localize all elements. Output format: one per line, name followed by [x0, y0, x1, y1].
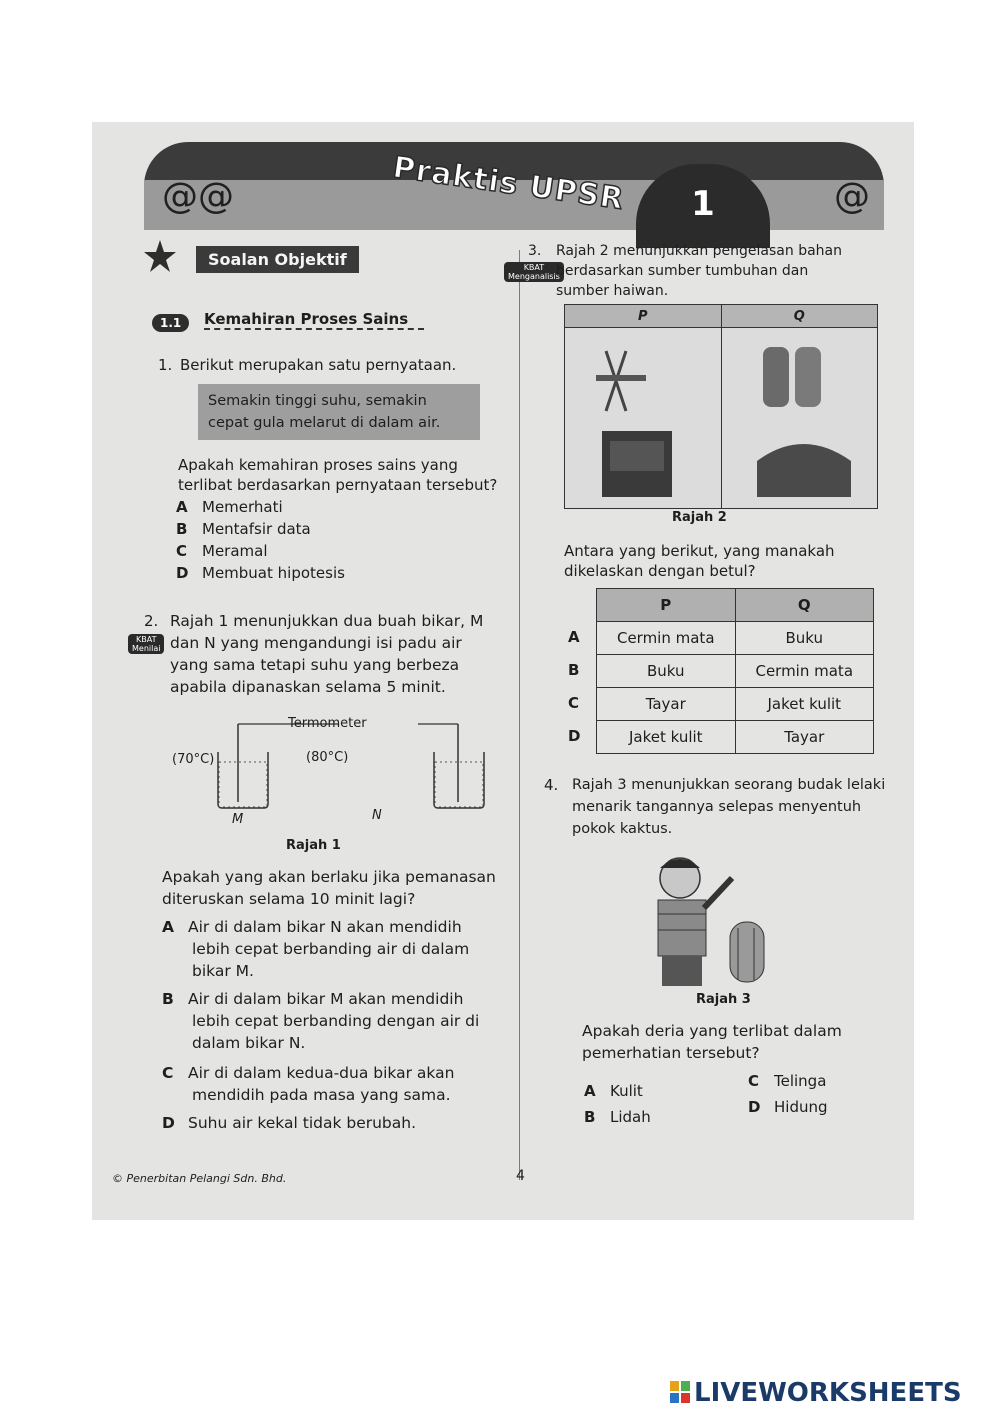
section-tag: Soalan Objektif [196, 246, 359, 273]
swirl-icon: @ [834, 176, 870, 217]
answer-row-d[interactable]: Jaket kulit Tayar [597, 721, 874, 754]
q1-option-d[interactable]: D Membuat hipotesis [176, 564, 345, 582]
q4-option-c[interactable]: C Telinga [748, 1072, 827, 1090]
beaker-n-label: N [372, 808, 382, 823]
chair-cabinet-image [566, 331, 716, 501]
q2-line: yang sama tetapi suhu yang berbeza [170, 656, 460, 674]
answer-row-b[interactable]: Buku Cermin mata [597, 655, 874, 688]
q2-option-d[interactable]: D Suhu air kekal tidak berubah. [162, 1114, 417, 1132]
rajah-1-caption: Rajah 1 [286, 838, 341, 853]
q1-option-c[interactable]: C Meramal [176, 542, 268, 560]
answer-table [596, 588, 874, 754]
q1-option-a[interactable]: A Memerhati [176, 498, 283, 516]
q1-number: 1. [158, 356, 173, 374]
worksheet-page [92, 122, 914, 1220]
q2-line: Rajah 1 menunjukkan dua buah bikar, M [170, 612, 484, 630]
q4-option-d[interactable]: D Hidung [748, 1098, 828, 1116]
rajah-2-p-images [565, 328, 722, 509]
thermometer-label: Termometer [288, 716, 367, 731]
q2-option-a[interactable]: A Air di dalam bikar N akan mendidih lebih cepat berbanding air di dalam bikar M. [162, 918, 470, 980]
q4-line: Rajah 3 menunjukkan seorang budak lelaki [572, 777, 886, 793]
answer-letter-d[interactable]: D [568, 727, 581, 745]
q3-question: Antara yang berikut, yang manakah [564, 542, 835, 560]
q4-question: pemerhatian tersebut? [582, 1044, 760, 1062]
answer-row-c[interactable]: Tayar Jaket kulit [597, 688, 874, 721]
column-divider [519, 250, 520, 1180]
q4-option-b[interactable]: B Lidah [584, 1108, 651, 1126]
answer-row-a[interactable]: Cermin mata Buku [597, 622, 874, 655]
temp-m-label: (70°C) [172, 752, 215, 767]
boy-cactus-illustration [640, 850, 780, 988]
q4-line: menarik tangannya selepas menyentuh [572, 799, 862, 815]
header-banner [144, 142, 884, 230]
q1-text: Berikut merupakan satu pernyataan. [180, 356, 457, 374]
answer-letter-c[interactable]: C [568, 694, 580, 712]
practice-number: 1 [636, 164, 770, 248]
subsection-title: Kemahiran Proses Sains [204, 310, 424, 330]
liveworksheets-watermark[interactable]: LIVEWORKSHEETS [694, 1378, 962, 1408]
rajah-2-q-images [721, 328, 878, 509]
answer-col-q: Q [735, 589, 874, 622]
q1-option-b[interactable]: B Mentafsir data [176, 520, 311, 538]
rajah-2-col-q: Q [721, 305, 878, 328]
answer-col-p: P [597, 589, 736, 622]
q4-line: pokok kaktus. [572, 821, 673, 837]
kbat-badge: KBAT Menilai [128, 634, 164, 654]
page-number: 4 [516, 1168, 525, 1184]
q2-number: 2. [144, 612, 159, 630]
temp-n-label: (80°C) [306, 750, 349, 765]
publisher-credit: © Penerbitan Pelangi Sdn. Bhd. [112, 1172, 287, 1185]
q1-statement-line: Semakin tinggi suhu, semakin [208, 393, 427, 409]
q4-number: 4. [544, 776, 559, 794]
q3-line: Rajah 2 menunjukkan pengelasan bahan [556, 243, 842, 259]
q4-option-a[interactable]: A Kulit [584, 1082, 643, 1100]
rajah-2-table [564, 304, 878, 509]
q3-line: berdasarkan sumber tumbuhan dan [556, 263, 809, 279]
star-burst-icon [142, 238, 178, 274]
q1-question: terlibat berdasarkan pernyataan tersebut? [178, 476, 498, 494]
page-title: Praktis UPSR [390, 149, 627, 218]
q2-option-c[interactable]: C Air di dalam kedua-dua bikar akan mendidih pada masa yang sama. [162, 1064, 455, 1104]
q3-number: 3. [528, 243, 542, 259]
q2-question: diteruskan selama 10 minit lagi? [162, 890, 416, 908]
subsection-badge: 1.1 [152, 314, 189, 332]
q4-question: Apakah deria yang terlibat dalam [582, 1022, 842, 1040]
q3-question: dikelaskan dengan betul? [564, 562, 756, 580]
q2-option-b[interactable]: B Air di dalam bikar M akan mendidih lebih cepat berbanding dengan air di dalam bikar N. [162, 990, 480, 1052]
q1-statement-line: cepat gula melarut di dalam air. [208, 415, 441, 431]
q2-question: Apakah yang akan berlaku jika pemanasan [162, 868, 496, 886]
swirl-icon: @@ [162, 176, 234, 217]
rajah-3-caption: Rajah 3 [696, 992, 751, 1007]
q2-line: apabila dipanaskan selama 5 minit. [170, 678, 446, 696]
kbat-badge: KBAT Menganalisis [504, 262, 564, 282]
q2-line: dan N yang mengandungi isi padu air [170, 634, 462, 652]
q1-statement-box [198, 384, 480, 440]
boots-bag-image [723, 331, 873, 501]
q1-question: Apakah kemahiran proses sains yang [178, 456, 458, 474]
liveworksheets-logo-icon [670, 1381, 690, 1403]
answer-letter-a[interactable]: A [568, 628, 580, 646]
rajah-2-caption: Rajah 2 [672, 510, 727, 525]
q3-line: sumber haiwan. [556, 283, 669, 299]
answer-letter-b[interactable]: B [568, 661, 580, 679]
beaker-m-label: M [232, 812, 244, 827]
rajah-2-col-p: P [565, 305, 722, 328]
